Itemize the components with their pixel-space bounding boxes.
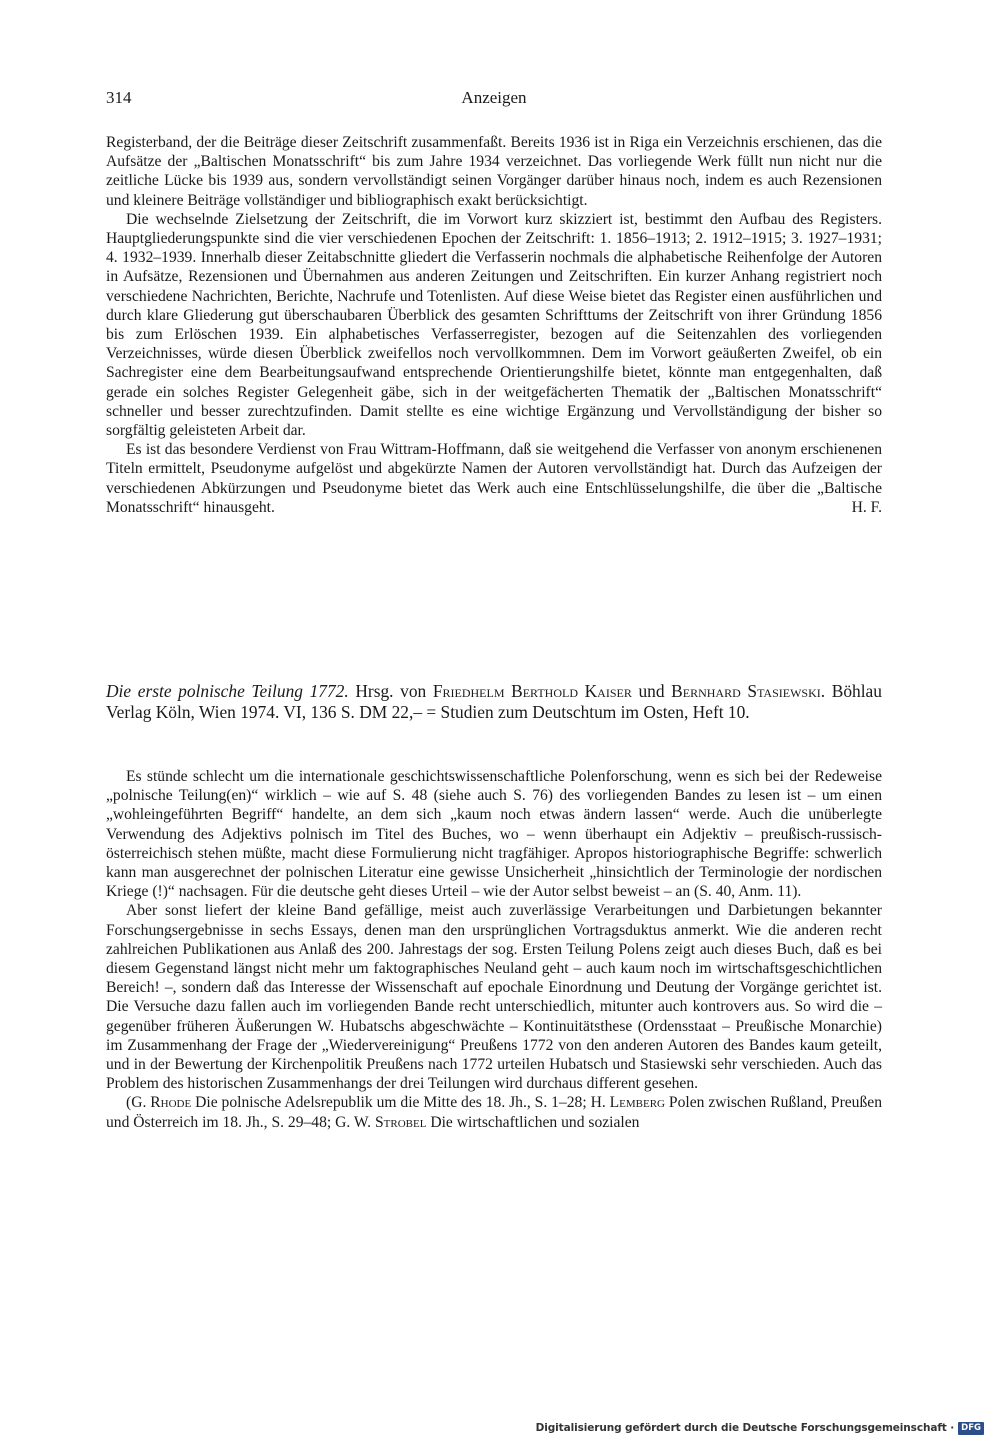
author-name: Rhode [150, 1094, 192, 1112]
editor-name: Bernhard Stasiewski [671, 681, 821, 701]
paragraph: (G. Rhode Die polnische Adelsrepublik um die Mitte des 18. Jh., S. 1–28; H. Lemberg Polen zwischen Rußland, Preußen und Österreich im 18. Jh., S. 29–48; G. W. Strobel Die wirtschaftlichen und sozialen [106, 1094, 882, 1131]
paragraph: Es stünde schlecht um die internationale geschichtswissenschaftliche Polenforschung, wenn es sich bei der Redeweise „polnische Teilung(en)“ wirklich – wie auf S. 48 (siehe auch S. 76) des vorliegenden Bandes zu lesen ist – um einen „wohleingeführten Begriff“ handelte, an dem sich „kaum noch etwas ändern lassen“ werde. Auch die unüberlegte Verwendung des Adjektivs polnisch im Titel des Buches, wo – wenn überhaupt ein Adjektiv – preußisch-russisch-österreichisch stehen müßte, macht diese Formulierung nicht tragfähiger. Apropos historiographische Begriffe: schwerlich kann man ausgerechnet der polnischen Literatur eine gewisse Unsicherheit „hinsichtlich der Terminologie der nordischen Kriege (!)“ nachsagen. Für die deutsche geht dieses Urteil – wie der Autor selbst beweist – an (S. 40, Anm. 11). [106, 768, 882, 901]
paragraph: Die wechselnde Zielsetzung der Zeitschrift, die im Vorwort kurz skizziert ist, bestimmt den Aufbau des Registers. Hauptgliederungspunkte sind die vier verschiedenen Epochen der Zeitschrift: 1. 1856–1913; 2. 1912–1915; 3. 1927–1931; 4. 1932–1939. Innerhalb dieser Zeitabschnitte gliedert die Verfasserin nochmals die alphabetische Reihenfolge der Autoren in Aufsätze, Rezensionen und Übernahmen aus anderen Zeitungen und Zeitschriften. Ein kurzer Anhang registriert noch verschiedene Nachrichten, Berichte, Nachrufe und Totenlisten. Auf diese Weise bietet das Register einen ausführlichen und durch klare Gliederung gut überschaubaren Überblick des gesamten Schrifttums der Zeitschrift von ihrer Gründung 1856 bis zum Erlöschen 1939. Ein alphabetisches Verfasserregister, bezogen auf die Seitenzahlen des vorliegenden Verzeichnisses, würde diesen Überblick zweifellos noch vervollkommnen. Dem im Vorwort geäußerten Zweifel, ob ein Sachregister eine dem Bearbeitungsaufwand entsprechende Orientierungshilfe bietet, könnte man entgegenhalten, daß gerade ein solches Register Gelegenheit gäbe, sich in der weitgefächerten Thematik der „Baltischen Monatsschrift“ schneller und besser zurechtzufinden. Damit stellte es eine wichtige Ergänzung und Vervollständigung der bisher so sorgfältig geleisteten Arbeit dar. [106, 210, 882, 440]
publication-details: . Böhlau Verlag Köln, Wien 1974. VI, 136 S. DM 22,– = Studien zum Deutschtum im Osten, Heft 10. [106, 681, 882, 722]
bibliographic-entry: Die erste polnische Teilung 1772. Hrsg. von Friedhelm Berthold Kaiser und Bernhard Stasiewski. Böhlau Verlag Köln, Wien 1974. VI, 136 S. DM 22,– = Studien zum Deutschtum im Osten, Heft 10. [106, 681, 882, 722]
review-body [106, 767, 882, 1132]
dfg-logo: DFG [958, 1422, 984, 1435]
digitization-footer [536, 1421, 984, 1435]
book-title: Die erste polnische Teilung 1772. [106, 681, 349, 701]
paragraph [106, 440, 882, 517]
author-name: Lemberg [609, 1094, 666, 1112]
paragraph: Aber sonst liefert der kleine Band gefällige, meist auch zuverlässige Verarbeitungen und Darbietungen bekannter Forschungsergebnisse in sechs Essays, denen man den ursprünglichen Vortragsduktus anmerkt. Wie die anderen recht zahlreichen Publikationen aus Anlaß des 200. Jahrestags der sog. Ersten Teilung Polens zeigt auch dieses Buch, daß es bei diesem Gegenstand längst nicht mehr um faktographisches Neuland geht – auch kaum noch im wirtschaftsgeschichtlichen Bereich! –, sondern daß das Interesse der Wissenschaft auf epochale Einordnung und Deutung der Vorgänge gerichtet ist. Die Versuche dazu fallen auch im vorliegenden Bande recht unterschiedlich, mitunter auch kontrovers aus. So wird die – gegenüber früheren Äußerungen W. Hubatschs abgeschwächte – Kontinuitätsthese (Ordensstaat – Preußische Monarchie) im Zusammenhang der Frage der „Wiedervereinigung“ Preußens 1772 von den anderen Autoren des Bandes kaum geteilt, und in der Bewertung der Kirchenpolitik Preußens nach 1772 urteilen Hubatsch und Stasiewski sehr verschieden. Auch das Problem des historischen Zusammenhangs der drei Teilungen wird durchaus different gesehen. [106, 902, 882, 1093]
page-header [106, 88, 882, 112]
running-title: Anzeigen [461, 88, 527, 107]
review-continued [106, 133, 882, 517]
funding-note: Digitalisierung gefördert durch die Deutsche Forschungsgemeinschaft · [535, 1422, 955, 1434]
editor-name: Friedhelm Berthold Kaiser [432, 681, 632, 701]
author-name: Strobel [374, 1113, 427, 1131]
paragraph: Registerband, der die Beiträge dieser Zeitschrift zusammenfaßt. Bereits 1936 ist in Riga ein Verzeichnis erschienen, das die Aufsätze der „Baltischen Monatsschrift“ bis zum Jahre 1934 verzeichnet. Das vorliegende Werk füllt nun nicht nur die zeitliche Lücke bis 1939 aus, sondern vervollständigt seinen Vorgänger darüber hinaus noch, indem es auch Rezensionen und kleinere Beiträge vollständiger und bibliographisch exakt berücksichtigt. [106, 134, 882, 209]
page-number: 314 [106, 88, 132, 107]
reviewer-signature: H. F. [851, 498, 882, 516]
review-heading [106, 681, 882, 723]
paragraph-text: Es ist das besondere Verdienst von Frau Wittram-Hoffmann, daß sie weitgehend die Verfasser von anonym erschienenen Titeln ermittelt, Pseudonyme aufgelöst und abgekürzte Namen der Autoren vervollständigt hat. Durch das Aufzeigen der verschiedenen Abkürzungen und Pseudonyme bietet das Werk auch eine Entschlüsselungshilfe, die über die „Baltische Monatsschrift“ hinausgeht. [106, 441, 882, 516]
